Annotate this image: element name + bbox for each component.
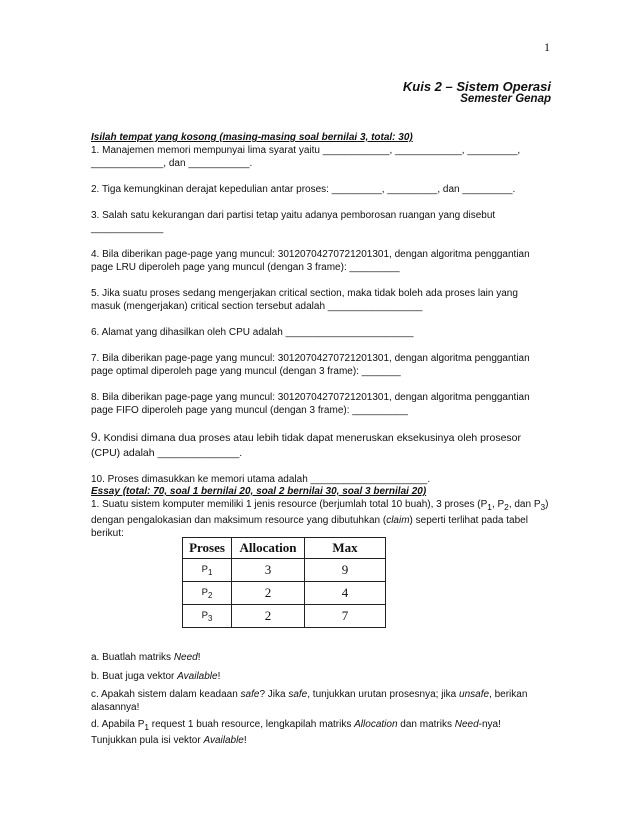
question-7: 7. Bila diberikan page-page yang muncul: 30120704270721201301, dengan algoritma penggantian page optimal diperoleh page yang muncul (dengan 3 frame): _______	[91, 353, 530, 377]
question-9	[91, 430, 549, 460]
question-4: 4. Bila diberikan page-page yang muncul: 30120704270721201301, dengan algoritma penggantian page LRU diperoleh page yang muncul (dengan 3 frame): _________	[91, 249, 530, 273]
essay-subquestion-b: b. Buat juga vektor Available!	[91, 671, 221, 682]
table-cell-allocation: 2	[232, 605, 305, 628]
question-2: 2. Tiga kemungkinan derajat kepedulian antar proses: _________, _________, dan _________.	[91, 184, 516, 195]
table-row	[183, 605, 386, 628]
question-9-number: 9.	[91, 429, 101, 444]
question-5: 5. Jika suatu proses sedang mengerjakan critical section, maka tidak boleh ada proses lain yang masuk (mengerjakan) critical section tersebut adalah _________________	[91, 288, 518, 312]
table-row	[183, 582, 386, 605]
table-cell-process: $P_3$	[183, 605, 232, 628]
fill-in-section	[91, 131, 549, 486]
table-header-max: Max	[305, 538, 386, 559]
question-10: 10. Proses dimasukkan ke memori utama adalah _____________________.	[91, 474, 431, 485]
table-row	[183, 559, 386, 582]
table-cell-process: $P_1$	[183, 559, 232, 582]
page-subtitle: Semester Genap	[460, 93, 551, 105]
section-heading-fill-in: Isilah tempat yang kosong (masing-masing soal bernilai 3, total: 30)	[91, 132, 413, 143]
section-heading-essay: Essay (total: 70, soal 1 bernilai 20, soal 2 bernilai 30, soal 3 bernilai 20)	[91, 486, 427, 497]
table-header-allocation: Allocation	[232, 538, 305, 559]
table-cell-process: $P_2$	[183, 582, 232, 605]
question-3: 3. Salah satu kekurangan dari partisi tetap yaitu adanya pemborosan ruangan yang disebut _____________	[91, 210, 496, 234]
resource-table	[182, 537, 386, 628]
page-title: Kuis 2 – Sistem Operasi	[402, 79, 551, 94]
question-6: 6. Alamat yang dihasilkan oleh CPU adalah _______________________	[91, 327, 414, 338]
essay-subquestion-d: d. Apabila $P_1$ request 1 buah resource, lengkapilah matriks Allocation dan matriks Need-nya! Tunjukkan pula isi vektor Available!	[91, 719, 501, 746]
table-cell-max: 7	[305, 605, 386, 628]
table-header-row	[183, 538, 386, 559]
essay-subquestion-a: a. Buatlah matriks Need!	[91, 652, 201, 663]
table-header-proses: Proses	[183, 538, 232, 559]
question-8: 8. Bila diberikan page-page yang muncul: 30120704270721201301, dengan algoritma penggantian page FIFO diperoleh page yang muncul (dengan 3 frame): __________	[91, 392, 530, 416]
essay-question-1-intro: 1. Suatu sistem komputer memiliki 1 jenis resource (berjumlah total 10 buah), 3 proses ($P_1$, $P_2$, dan $P_3$) dengan pengalokasian dan maksimum resource yang dibutuhkan (claim) seperti terlihat pada tabel berikut:	[91, 499, 549, 539]
essay-subquestion-c: c. Apakah sistem dalam keadaan safe? Jika safe, tunjukkan urutan prosesnya; jika unsafe, berikan alasannya!	[91, 689, 528, 713]
table-cell-allocation: 2	[232, 582, 305, 605]
table-cell-allocation: 3	[232, 559, 305, 582]
question-9-text: Kondisi dimana dua proses atau lebih tidak dapat meneruskan eksekusinya oleh prosesor (CPU) adalah ______________.	[91, 432, 522, 459]
page-number: 1	[544, 40, 550, 54]
table-cell-max: 4	[305, 582, 386, 605]
question-1: 1. Manajemen memori mempunyai lima syarat yaitu ____________, ____________, _________, _____________, dan ___________.	[91, 145, 521, 169]
table-cell-max: 9	[305, 559, 386, 582]
essay-section	[91, 485, 549, 540]
